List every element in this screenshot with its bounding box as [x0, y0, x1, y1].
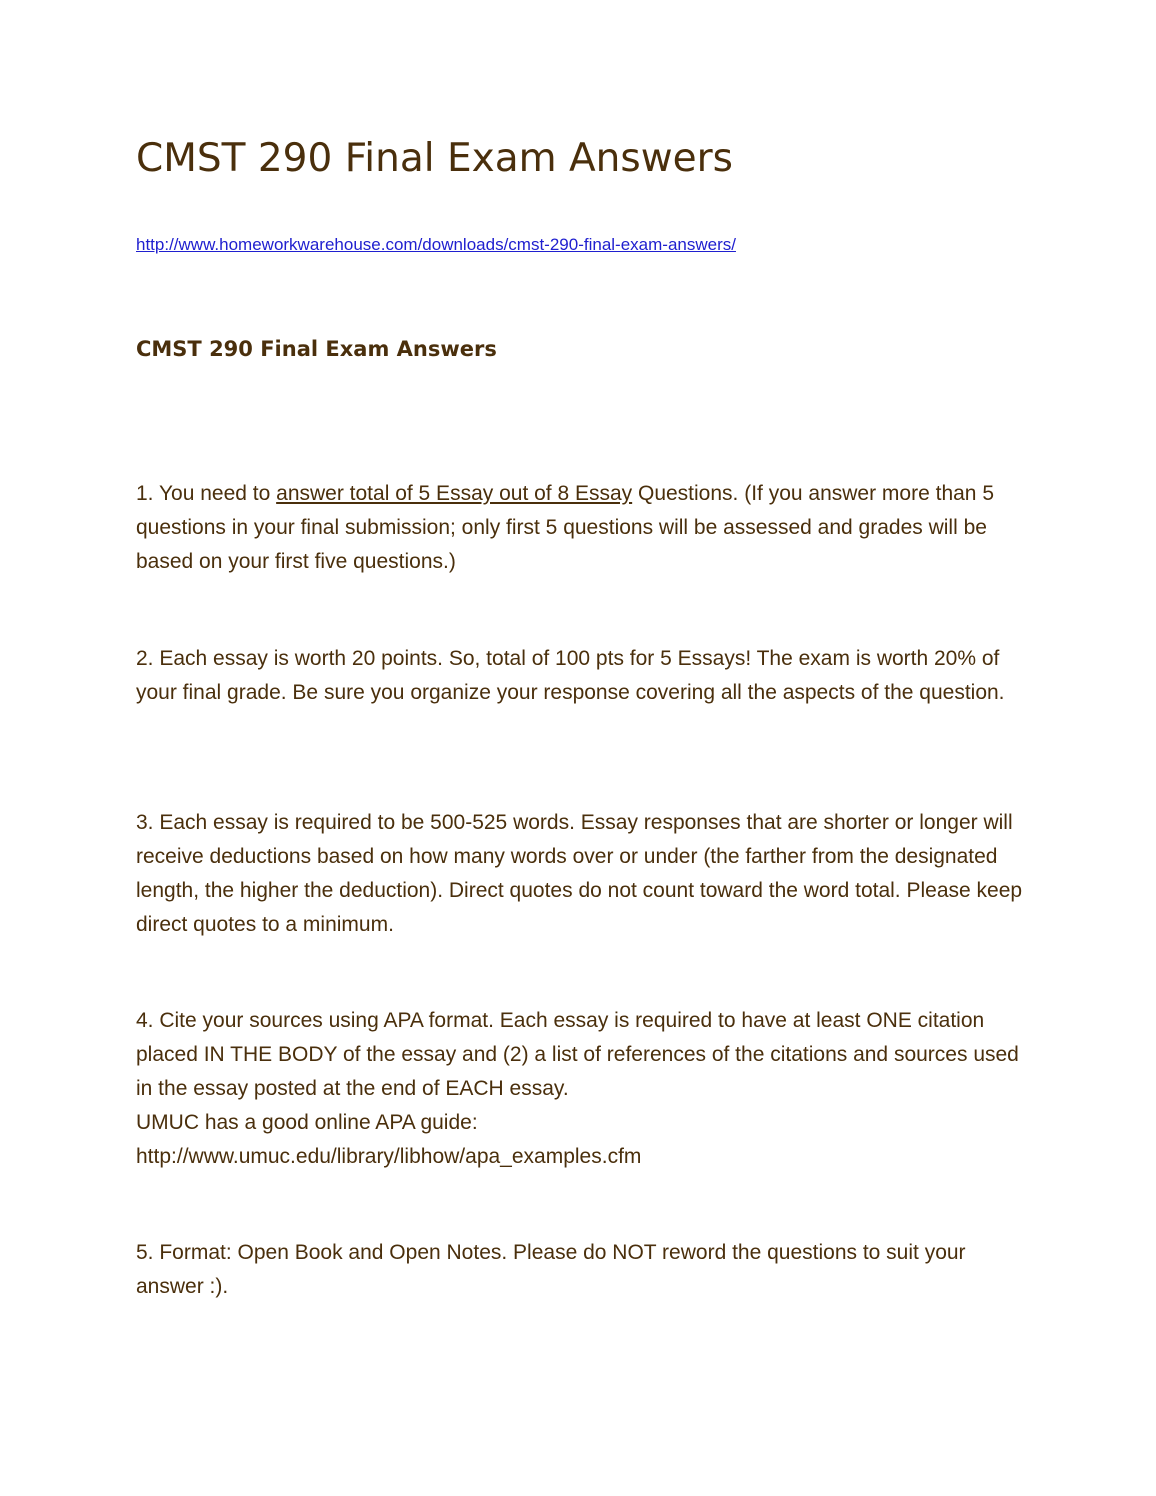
instruction-item-1 — [136, 477, 1036, 579]
instruction-item-4 — [136, 1004, 1036, 1174]
section-heading: CMST 290 Final Exam Answers — [136, 337, 497, 361]
apa-guide-url: http://www.umuc.edu/library/libhow/apa_examples.cfm — [136, 1145, 642, 1168]
page-title: CMST 290 Final Exam Answers — [136, 136, 733, 181]
apa-guide-label: UMUC has a good online APA guide: — [136, 1111, 478, 1134]
instruction-item-1-rest: Questions. (If you answer more than 5 questions in your final submission; only first 5 questions will be assessed and grades will be based on your first five questions.) — [136, 482, 994, 573]
instruction-item-5: 5. Format: Open Book and Open Notes. Please do NOT reword the questions to suit your answer :). — [136, 1241, 966, 1298]
instruction-item-1-underlined: answer total of 5 Essay out of 8 Essay — [276, 482, 633, 505]
source-link[interactable]: http://www.homeworkwarehouse.com/downloads/cmst-290-final-exam-answers/ — [136, 235, 736, 254]
instruction-item-1-lead: 1. You need to — [136, 482, 277, 505]
instruction-item-3: 3. Each essay is required to be 500-525 words. Essay responses that are shorter or longer will receive deductions based on how many words over or under (the farther from the designated length, the higher the deduction). Direct quotes do not count toward the word total. Please keep direct quotes to a minimum. — [136, 811, 1023, 936]
instruction-item-2: 2. Each essay is worth 20 points. So, total of 100 pts for 5 Essays! The exam is worth 20% of your final grade. Be sure you organize your response covering all the aspects of the question. — [136, 647, 1005, 704]
instruction-item-4-text: 4. Cite your sources using APA format. Each essay is required to have at least ONE citation placed IN THE BODY of the essay and (2) a list of references of the citations and sources used in the essay posted at the end of EACH essay. — [136, 1009, 1019, 1100]
